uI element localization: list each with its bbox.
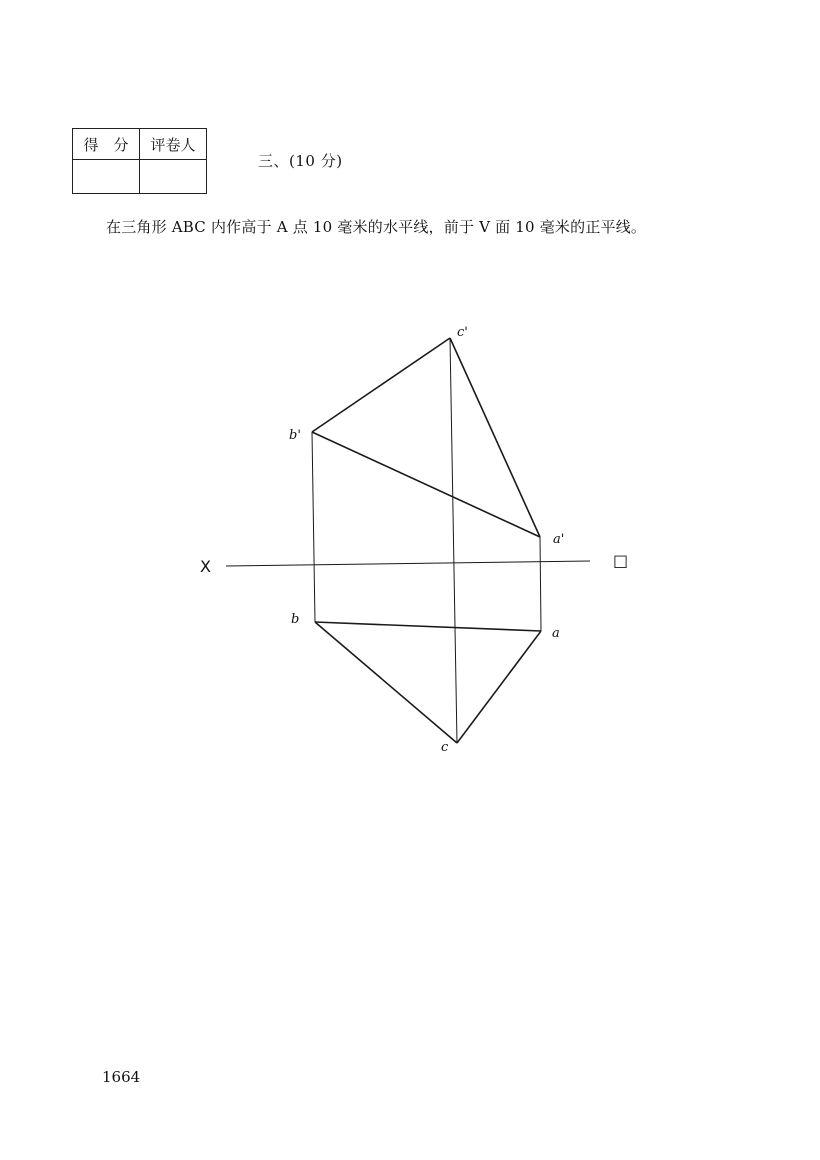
- edge-b-prime-a-prime: [312, 432, 540, 537]
- edge-b-a: [315, 622, 541, 631]
- grader-header: 评卷人: [140, 129, 207, 160]
- axis-label-x: X: [200, 557, 211, 576]
- section-title: 三、(10 分): [258, 152, 343, 170]
- label-a: a: [552, 626, 560, 641]
- label-b-prime: b': [289, 428, 301, 443]
- edge-c-prime-a-prime: [450, 338, 540, 537]
- projection-axis: [226, 561, 590, 566]
- label-c: c: [441, 740, 449, 755]
- label-c-prime: c': [457, 325, 468, 340]
- projector-b: [312, 432, 315, 622]
- edge-b-c: [315, 622, 457, 743]
- projector-a: [540, 537, 541, 631]
- projector-c: [450, 338, 457, 743]
- question-text: 在三角形 ABC 内作高于 A 点 10 毫米的水平线，前于 V 面 10 毫米的正平线。: [106, 218, 647, 236]
- edge-b-prime-c-prime: [312, 338, 450, 432]
- score-header: 得 分: [73, 129, 140, 160]
- edge-a-c: [457, 631, 541, 743]
- label-b: b: [291, 612, 300, 627]
- label-a-prime: a': [553, 532, 565, 547]
- axis-label-right: □: [613, 551, 629, 570]
- page-number: 1664: [102, 1068, 141, 1086]
